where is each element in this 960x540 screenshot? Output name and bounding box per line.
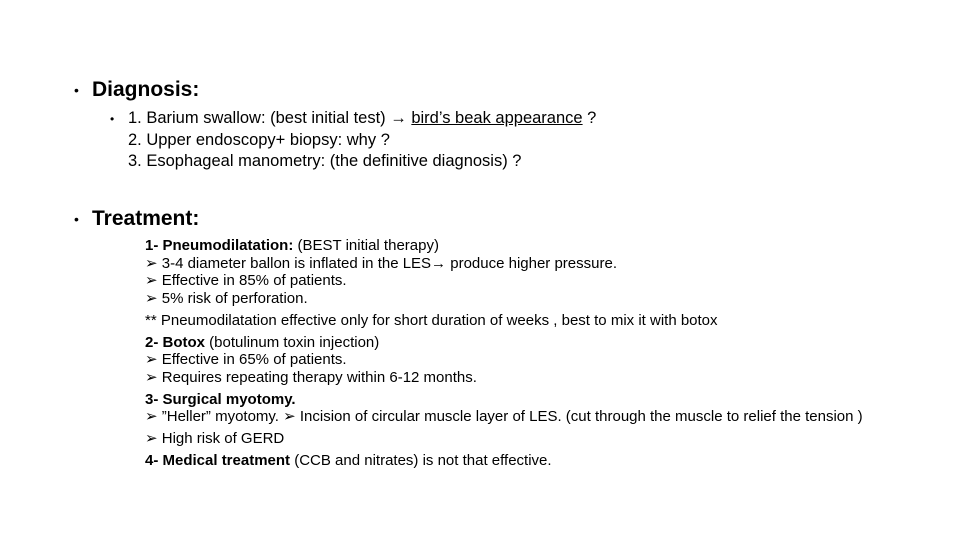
treatment-4-title [145, 452, 865, 470]
diagnosis-list [110, 108, 596, 172]
treatment-3-point-a: ➢ ”Heller” myotomy. ➢ Incision of circular muscle layer of LES. (cut through the muscle to relief the tension ) [145, 408, 863, 425]
diagnosis-item-2: 2. Upper endoscopy+ biopsy: why ? [128, 131, 390, 149]
bullet-dot: • [110, 112, 115, 126]
bullet-dot: • [74, 82, 79, 99]
treatment-2-title [145, 334, 865, 352]
treatment-1-point-a: ➢ 3-4 diameter ballon is inflated in the LES→ produce higher pressure. [145, 254, 617, 272]
treatment-4-title-bold: 4- Medical treatment [145, 452, 291, 469]
treatment-heading [74, 207, 199, 231]
diagnosis-item-3: 3. Esophageal manometry: (the definitive diagnosis) ? [128, 152, 522, 170]
treatment-list [145, 237, 865, 470]
treatment-1-title [145, 237, 865, 255]
diagnosis-item-1-suffix: ? [582, 109, 597, 127]
treatment-1-title-rest: (BEST initial therapy) [293, 237, 439, 254]
treatment-1-title-bold: 1- Pneumodilatation: [145, 237, 294, 254]
treatment-2-point-b: ➢ Requires repeating therapy within 6-12 months. [145, 368, 477, 386]
treatment-2-title-bold: 2- Botox [145, 333, 205, 351]
treatment-1-point-c: ➢ 5% risk of perforation. [145, 289, 308, 307]
treatment-1-note: ** Pneumodilatation effective only for short duration of weeks , best to mix it with botox [145, 311, 718, 329]
treatment-1-point-b: ➢ Effective in 85% of patients. [145, 272, 347, 289]
diagnosis-heading [74, 78, 199, 102]
diagnosis-item-1-underlined: bird’s beak appearance [411, 109, 583, 127]
treatment-2-point-a: ➢ Effective in 65% of patients. [145, 351, 347, 368]
treatment-heading-text: Treatment: [92, 207, 200, 230]
bullet-dot: • [74, 211, 79, 228]
treatment-2-title-rest: (botulinum toxin injection) [205, 333, 380, 351]
diagnosis-heading-text: Diagnosis: [92, 78, 200, 101]
diagnosis-item-1-prefix: 1. Barium swallow: (best initial test) → [128, 109, 412, 127]
treatment-3-point-b: ➢ High risk of GERD [145, 430, 285, 447]
treatment-4-title-rest: (CCB and nitrates) is not that effective. [290, 452, 552, 469]
diagnosis-item-1 [110, 108, 596, 130]
treatment-3-title: 3- Surgical myotomy. [145, 390, 296, 408]
